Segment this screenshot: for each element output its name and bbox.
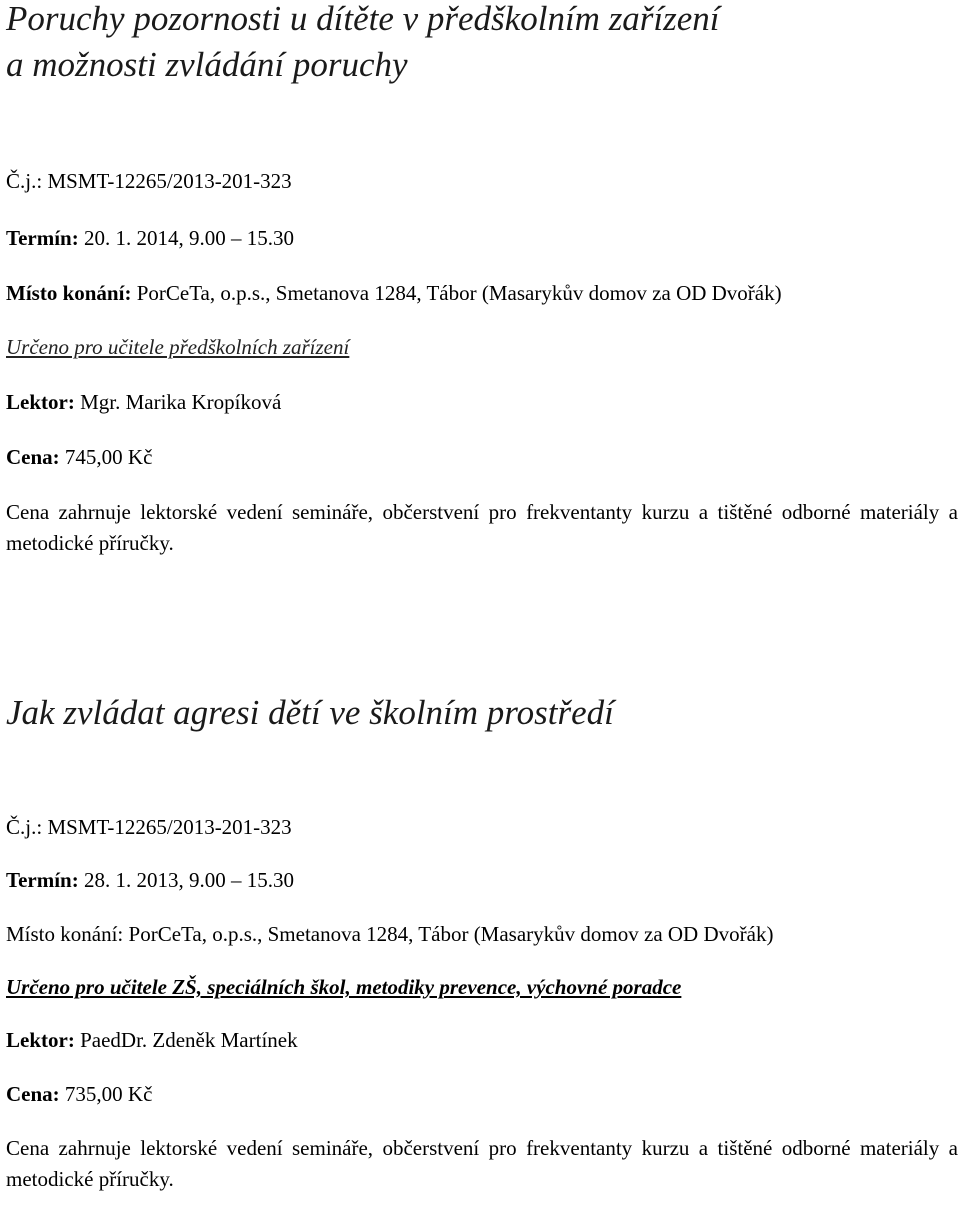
termin-value: 20. 1. 2014, 9.00 – 15.30 (78, 226, 294, 250)
course-2-title: Jak zvládat agresi dětí ve školním prostředí (6, 693, 614, 732)
cj-value: MSMT-12265/2013-201-323 (42, 815, 292, 839)
cj-value: MSMT-12265/2013-201-323 (42, 169, 292, 193)
misto-label: Místo konání: (6, 281, 132, 305)
course-2-audience (6, 974, 958, 1000)
misto-value: PorCeTa, o.p.s., Smetanova 1284, Tábor (Masarykův domov za OD Dvořák) (123, 922, 774, 946)
misto-value: PorCeTa, o.p.s., Smetanova 1284, Tábor (Masarykův domov za OD Dvořák) (131, 281, 782, 305)
course-2-description: Cena zahrnuje lektorské vedení semináře, občerstvení pro frekventanty kurzu a tištěné odborné materiály a metodické příručky. (6, 1136, 958, 1191)
termin-label: Termín: (6, 868, 79, 892)
course-2-reference-number (6, 814, 958, 840)
course-2-lecturer (6, 1027, 958, 1053)
course-section-2 (6, 690, 958, 1195)
course-1-venue (6, 280, 958, 306)
cena-label: Cena: (6, 445, 60, 469)
cena-value: 735,00 Kč (59, 1082, 153, 1106)
lektor-value: PaedDr. Zdeněk Martínek (74, 1028, 298, 1052)
course-1-title-line-1: Poruchy pozornosti u dítěte v předškolním zařízení (6, 0, 720, 38)
course-1-lecturer (6, 389, 958, 415)
course-section-1 (6, 0, 958, 559)
course-1-audience (6, 334, 958, 360)
misto-label: Místo konání: (6, 922, 124, 946)
course-1-date (6, 225, 958, 251)
course-1-title-line-2: a možnosti zvládání poruchy (6, 45, 408, 84)
lektor-label: Lektor: (6, 390, 75, 414)
lektor-value: Mgr. Marika Kropíková (74, 390, 282, 414)
lektor-label: Lektor: (6, 1028, 75, 1052)
audience-text: Určeno pro učitele ZŠ, speciálních škol, metodiky prevence, výchovné poradce (6, 975, 682, 999)
course-1-reference-number (6, 168, 958, 194)
cena-label: Cena: (6, 1082, 60, 1106)
audience-text: Určeno pro učitele předškolních zařízení (6, 335, 350, 359)
termin-value: 28. 1. 2013, 9.00 – 15.30 (78, 868, 294, 892)
course-1-description: Cena zahrnuje lektorské vedení semináře, občerstvení pro frekventanty kurzu a tištěné odborné materiály a metodické příručky. (6, 500, 958, 555)
course-2-date (6, 867, 958, 893)
cj-label: Č.j.: (6, 169, 43, 193)
course-1-title (6, 0, 958, 88)
course-1-price (6, 444, 958, 470)
cj-label: Č.j.: (6, 815, 43, 839)
cena-value: 745,00 Kč (59, 445, 153, 469)
termin-label: Termín: (6, 226, 79, 250)
course-2-price (6, 1081, 958, 1107)
course-2-venue (6, 921, 958, 947)
